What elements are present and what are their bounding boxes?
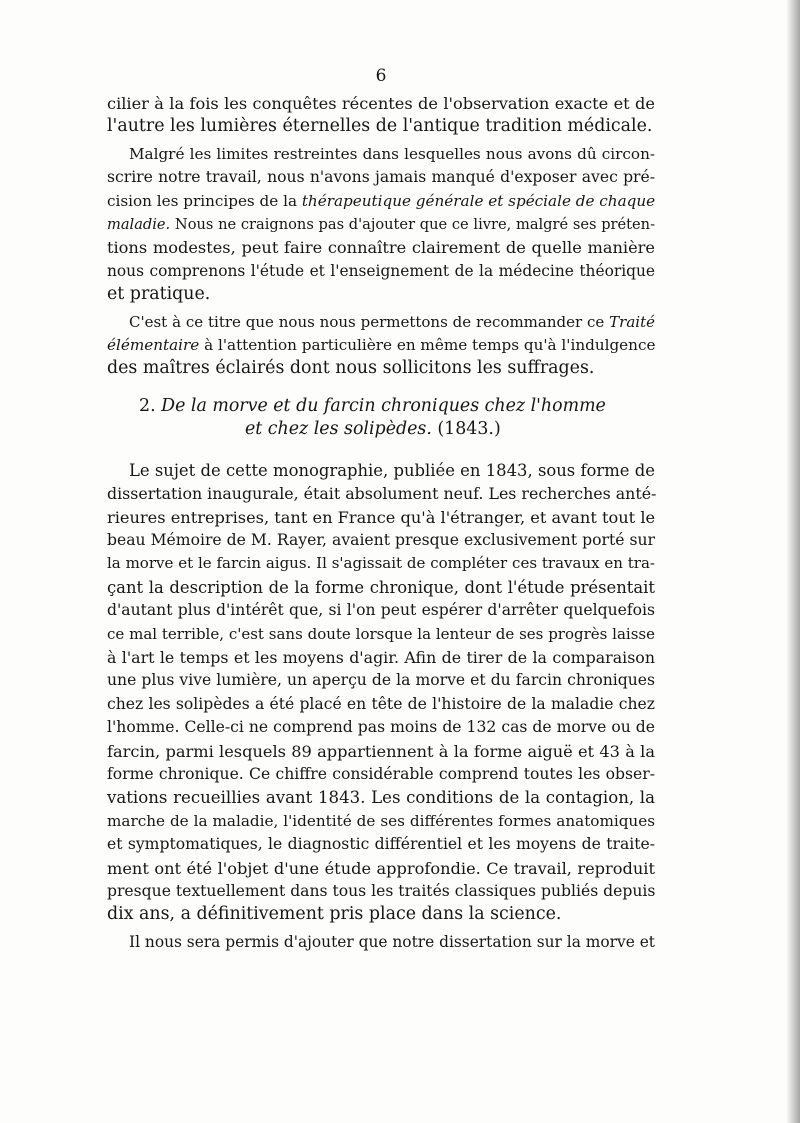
text-line bbox=[107, 311, 655, 334]
text-line: une plus vive lumière, un aperçu de la morve et du farcin chroniques bbox=[107, 671, 655, 690]
text-line: beau Mémoire de M. Rayer, avaient presque exclusivement porté sur bbox=[107, 530, 655, 549]
text-run: Nous ne craignons pas d'ajouter que ce livre, malgré ses préten- bbox=[170, 216, 655, 234]
text-line: marche de la maladie, l'identité de ses différentes formes anatomiques bbox=[107, 811, 655, 830]
text-line: forme chronique. Ce chiffre considérable comprend toutes les obser- bbox=[107, 764, 655, 783]
italic-text: élémentaire bbox=[107, 336, 200, 355]
text-line: rieures entreprises, tant en France qu'à l'étranger, et avant tout le bbox=[107, 507, 656, 527]
text-line: ment ont été l'objet d'une étude approfondie. Ce travail, reproduit bbox=[107, 858, 655, 878]
text-line: d'autant plus d'intérêt que, si l'on peut espérer d'arrêter quelquefois bbox=[107, 601, 655, 620]
text-line: farcin, parmi lesquels 89 appartiennent à la forme aiguë et 43 à la bbox=[107, 741, 655, 761]
section-title: et chez les solipèdes. bbox=[245, 419, 432, 440]
text-run: C'est à ce titre que nous nous permettons de recommander ce bbox=[129, 312, 610, 331]
paragraph-recommendation bbox=[107, 311, 655, 381]
section-year: (1843.) bbox=[431, 419, 501, 440]
section-heading bbox=[107, 395, 655, 442]
text-line bbox=[107, 190, 655, 213]
paragraph-monograph bbox=[107, 459, 655, 927]
text-line: çant la description de la forme chronique, dont l'étude présentait bbox=[107, 577, 655, 597]
text-line: nous comprenons l'étude et l'enseignement de la médecine théorique bbox=[107, 261, 655, 280]
page-edge-shadow bbox=[786, 0, 800, 1123]
text-line: dissertation inaugurale, était absolument neuf. Les recherches anté- bbox=[107, 484, 657, 504]
text-line: la morve et le farcin aigus. Il s'agissait de compléter ces travaux en tra- bbox=[107, 554, 655, 573]
paragraph-limits bbox=[107, 143, 655, 307]
section-title: De la morve et du farcin chroniques chez l'homme bbox=[161, 395, 606, 416]
text-line: Il nous sera permis d'ajouter que notre dissertation sur la morve et bbox=[129, 932, 655, 951]
text-line: l'autre les lumières éternelles de l'antique tradition médicale. bbox=[107, 116, 653, 137]
text-line bbox=[107, 213, 655, 236]
intro-paragraph bbox=[107, 92, 655, 139]
text-line: vations recueillies avant 1843. Les conditions de la contagion, la bbox=[107, 788, 655, 808]
text-line: l'homme. Celle-ci ne comprend pas moins de 132 cas de morve ou de bbox=[107, 718, 655, 737]
text-line: chez les solipèdes a été placé en tête de l'histoire de la maladie chez bbox=[107, 694, 655, 713]
text-line: des maîtres éclairés dont nous sollicitons les suffrages. bbox=[107, 358, 595, 379]
text-line: cilier à la fois les conquêtes récentes de l'observation exacte et de bbox=[107, 94, 655, 113]
text-line: et symptomatiques, le diagnostic différentiel et les moyens de traite- bbox=[107, 835, 655, 854]
italic-text: maladie. bbox=[107, 216, 171, 234]
heading-line bbox=[107, 395, 655, 418]
text-line: Le sujet de cette monographie, publiée en 1843, sous forme de bbox=[129, 460, 655, 480]
text-run: à l'attention particulière en même temps qu'à l'indulgence bbox=[199, 336, 656, 355]
text-line: Malgré les limites restreintes dans lesquelles nous avons dû circon- bbox=[129, 144, 655, 163]
text-line: ce mal terrible, c'est sans doute lorsque la lenteur de ses progrès laisse bbox=[107, 624, 655, 643]
page-text bbox=[107, 66, 655, 958]
text-line: tions modestes, peut faire connaître clairement de quelle manière bbox=[107, 238, 655, 258]
text-line: et pratique. bbox=[107, 284, 211, 305]
text-line: scrire notre travail, nous n'avons jamais manqué d'exposer avec pré- bbox=[107, 168, 655, 187]
section-number: 2. bbox=[139, 395, 162, 416]
text-run: cision les principes de la bbox=[107, 191, 302, 210]
text-line: presque textuellement dans tous les traités classiques publiés depuis bbox=[107, 882, 656, 900]
italic-text: thérapeutique générale et spéciale de chaque bbox=[301, 191, 656, 210]
text-line bbox=[107, 334, 655, 357]
page-number: 6 bbox=[375, 66, 387, 86]
text-line: à l'art le temps et les moyens d'agir. Afin de tirer de la comparaison bbox=[107, 647, 655, 667]
italic-text: Traité bbox=[609, 312, 655, 331]
heading-line bbox=[107, 418, 655, 441]
text-line: dix ans, a définitivement pris place dans la science. bbox=[107, 904, 562, 925]
paragraph-dissertation bbox=[107, 931, 655, 954]
